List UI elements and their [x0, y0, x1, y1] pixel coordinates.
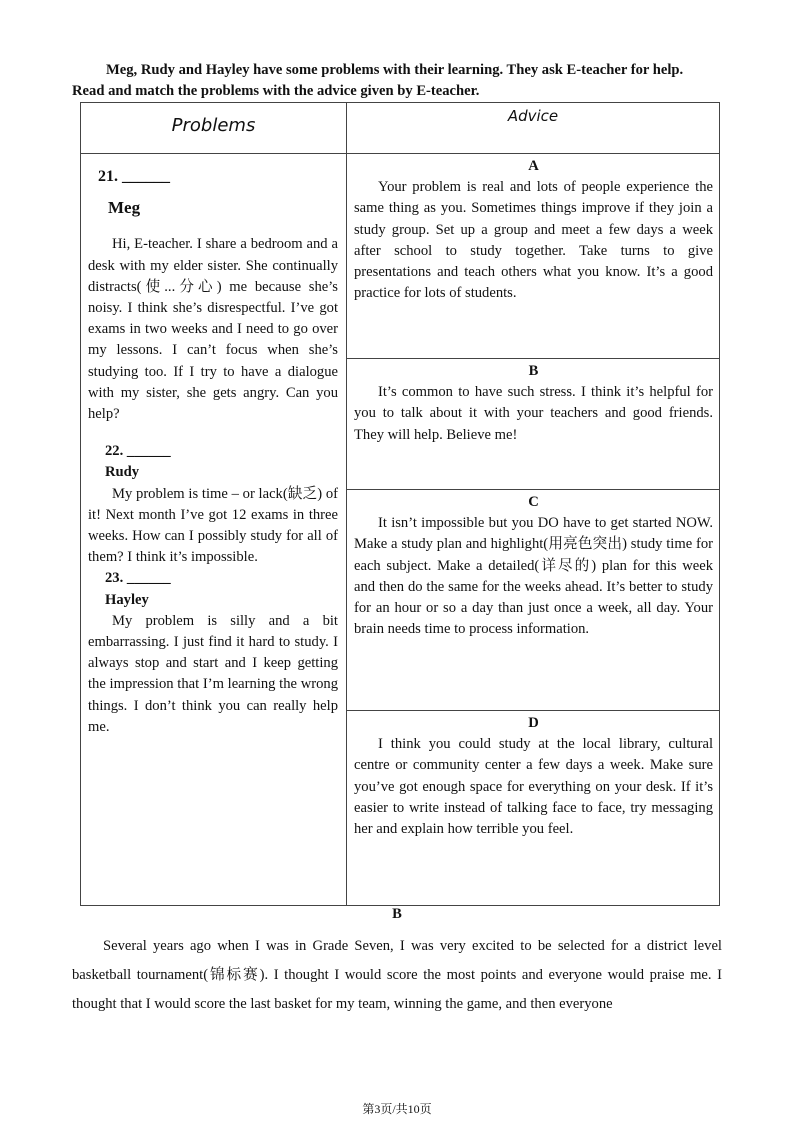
advice-b	[347, 359, 720, 490]
advice-header: Advice	[347, 103, 720, 154]
matching-table	[80, 102, 720, 906]
advice-d	[347, 711, 720, 906]
advice-text-b: It’s common to have such stress. I think it’s helpful for you to talk about it with your teachers and good friends. They will help. Believe me!	[354, 384, 713, 443]
advice-c	[347, 490, 720, 711]
problem-number-21: 21. ______	[98, 168, 170, 185]
problem-text-rudy: My problem is time – or lack(缺乏) of it! Next month I’ve got 12 exams in three weeks. How can I possibly study for all of them? I think it’s impossible.	[88, 485, 338, 566]
advice-letter-a: A	[528, 158, 539, 174]
problem-number-23: 23. ______	[105, 570, 171, 587]
section-b-heading: B	[392, 906, 402, 922]
problems-header: Problems	[81, 103, 347, 154]
advice-letter-c: C	[528, 494, 539, 510]
problems-column	[81, 154, 347, 906]
advice-text-a: Your problem is real and lots of people experience the same thing as you. Sometimes things improve if they join a study group. Set up a group and meet a few days a week after school to study together. Take turns to give presentations and teach others what you know. It’s a good practice for lots of students.	[354, 179, 713, 302]
section-b-passage: Several years ago when I was in Grade Seven, I was very excited to be selected for a district level basketball tournament(锦标赛). I thought I would score the most points and everyone would praise me. I thought that I would score the last basket for my team, winning the game, and then everyone	[72, 938, 722, 1012]
advice-letter-b: B	[528, 363, 539, 379]
instructions-line-1: Meg, Rudy and Hayley have some problems with their learning. They ask E-teacher for help.	[106, 62, 684, 78]
instructions-line-2: Read and match the problems with the advice given by E-teacher.	[72, 83, 480, 99]
advice-a	[347, 154, 720, 359]
problem-name-meg: Meg	[108, 198, 141, 218]
problem-name-rudy: Rudy	[105, 464, 140, 481]
advice-text-c: It isn’t impossible but you DO have to get started NOW. Make a study plan and highlight(用亮色突出) study time for each subject. Make a detailed(详尽的) plan for this week and then do the same for the weeks ahead. It’s better to study for an hour or so a day than just once a week, all day. Your brain needs time to process information.	[354, 515, 713, 638]
problem-name-hayley: Hayley	[105, 591, 149, 608]
advice-text-d: I think you could study at the local library, cultural centre or community center a few days a week. Make sure you’ve got enough space for everything on your desk. If it’s easier to write instead of talking face to face, try messaging her and explain how terrible you feel.	[354, 736, 713, 838]
problem-text-meg: Hi, E-teacher. I share a bedroom and a desk with my elder sister. She continually distracts(使...分心) me because she’s noisy. I think she’s disrespectful. I’ve got exams in two weeks and I need to go over my lessons. I can’t focus when she’s studying too. If I try to have a dialogue with my sister, she gets angry. Can you help?	[88, 236, 338, 423]
problem-text-hayley: My problem is silly and a bit embarrassing. I just find it hard to study. I always stop and start and I keep getting the impression that I’m learning the wrong things. I don’t think you can really help me.	[88, 612, 338, 735]
advice-letter-d: D	[528, 715, 539, 731]
problem-number-22: 22. ______	[105, 443, 171, 460]
instructions	[72, 60, 732, 102]
page-number: 第3页/共10页	[362, 1102, 432, 1116]
